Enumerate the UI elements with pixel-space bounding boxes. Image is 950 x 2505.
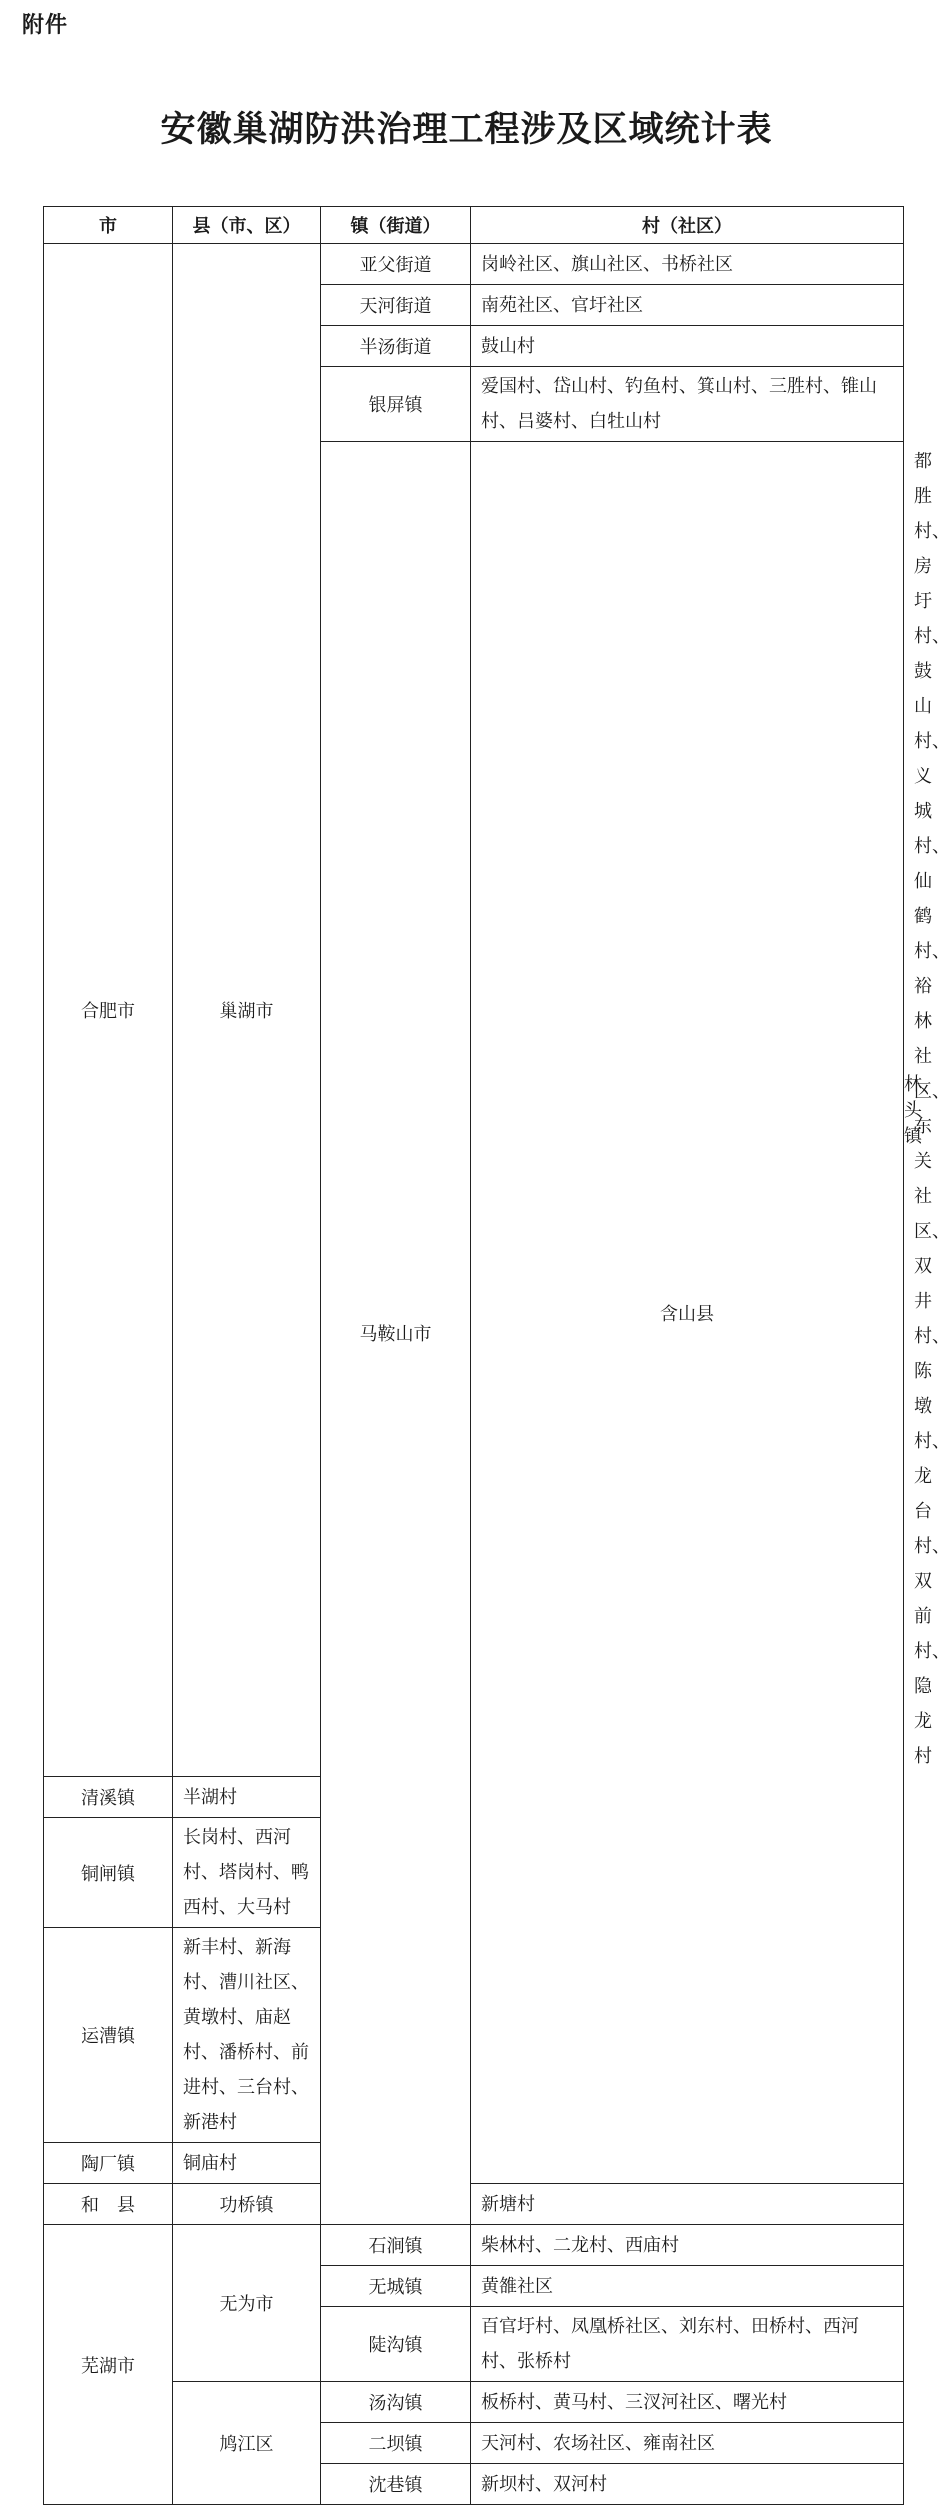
- town-cell: 运漕镇: [44, 1928, 173, 2143]
- town-cell: 二坝镇: [321, 2423, 471, 2464]
- header-village: 村（社区）: [471, 207, 904, 244]
- county-cell: 无为市: [173, 2225, 321, 2382]
- county-cell: 巢湖市: [173, 244, 321, 1777]
- village-cell: 黄雒社区: [471, 2266, 904, 2307]
- county-cell: 含山县: [471, 442, 904, 2184]
- town-cell: 半汤街道: [321, 326, 471, 367]
- village-cell: 新丰村、新海村、漕川社区、黄墩村、庙赵村、潘桥村、前进村、三台村、新港村: [173, 1928, 321, 2143]
- city-cell: 马鞍山市: [321, 442, 471, 2225]
- village-cell: 南苑社区、官圩社区: [471, 285, 904, 326]
- town-cell: 清溪镇: [44, 1777, 173, 1818]
- table-header-row: [44, 207, 904, 244]
- page-title: 安徽巢湖防洪治理工程涉及区域统计表: [160, 109, 773, 150]
- town-cell: 铜闸镇: [44, 1818, 173, 1928]
- village-cell: 爱国村、岱山村、钓鱼村、箕山村、三胜村、锥山村、吕婆村、白牡山村: [471, 367, 904, 442]
- region-table: [43, 206, 950, 2505]
- city-cell: 合肥市: [44, 244, 173, 1777]
- town-cell: 陡沟镇: [321, 2307, 471, 2382]
- village-cell: 柴林村、二龙村、西庙村: [471, 2225, 904, 2266]
- attachment-label: 附件: [22, 13, 69, 38]
- town-cell: 汤沟镇: [321, 2382, 471, 2423]
- village-cell: 百官圩村、凤凰桥社区、刘东村、田桥村、西河村、张桥村: [471, 2307, 904, 2382]
- header-town: 镇（街道）: [321, 207, 471, 244]
- village-cell: 长岗村、西河村、塔岗村、鸭西村、大马村: [173, 1818, 321, 1928]
- town-cell: 天河街道: [321, 285, 471, 326]
- table-row: 马鞍山市 含山县 林头镇 都胜村、房圩村、鼓山村、义城村、仙鹤村、裕林社区、东关社区、双井村、陈墩村、龙台村、双前村、隐龙村: [44, 442, 904, 1777]
- village-cell: 岗岭社区、旗山社区、书桥社区: [471, 244, 904, 285]
- village-cell: 鼓山村: [471, 326, 904, 367]
- village-cell: 板桥村、黄马村、三汊河社区、曙光村: [471, 2382, 904, 2423]
- village-cell: 新塘村: [471, 2184, 904, 2225]
- town-cell: 银屏镇: [321, 367, 471, 442]
- village-cell: 半湖村: [173, 1777, 321, 1818]
- table-row: [44, 244, 904, 285]
- town-cell: 无城镇: [321, 2266, 471, 2307]
- village-cell: 天河村、农场社区、雍南社区: [471, 2423, 904, 2464]
- city-cell: 芜湖市: [44, 2225, 173, 2505]
- village-cell: 新坝村、双河村: [471, 2464, 904, 2505]
- town-cell: 石涧镇: [321, 2225, 471, 2266]
- table-row: [44, 2382, 904, 2423]
- village-cell: 铜庙村: [173, 2143, 321, 2184]
- town-cell: 亚父街道: [321, 244, 471, 285]
- header-county: 县（市、区）: [173, 207, 321, 244]
- town-cell: 陶厂镇: [44, 2143, 173, 2184]
- town-cell: 功桥镇: [173, 2184, 321, 2225]
- table-row: [44, 2225, 904, 2266]
- table-row: [44, 2184, 904, 2225]
- county-cell: 和 县: [44, 2184, 173, 2225]
- header-city: 市: [44, 207, 173, 244]
- county-cell: 鸠江区: [173, 2382, 321, 2505]
- town-cell: 沈巷镇: [321, 2464, 471, 2505]
